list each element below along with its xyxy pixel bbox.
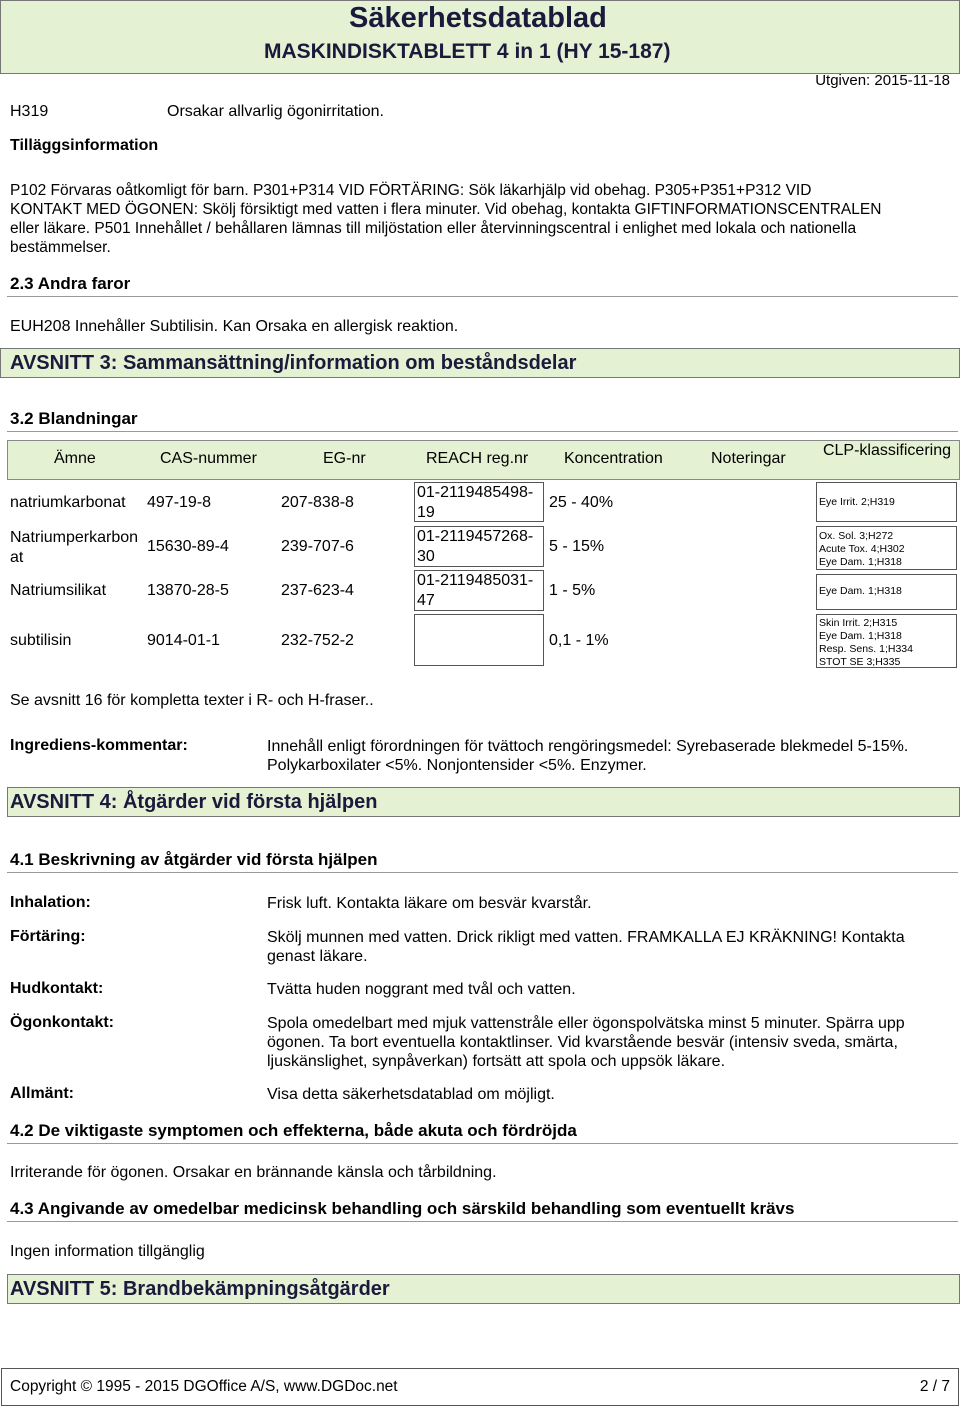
document-title: Säkerhetsdatablad: [349, 2, 607, 34]
row4-eg: 232-752-2: [281, 632, 354, 649]
row2-cas: 15630-89-4: [147, 538, 229, 555]
product-name: MASKINDISKTABLETT 4 in 1 (HY 15-187): [264, 40, 671, 63]
hazard-text: Orsakar allvarlig ögonirritation.: [167, 103, 384, 120]
divider: [7, 872, 958, 873]
col-eg: EG-nr: [323, 450, 366, 467]
row4-conc: 0,1 - 1%: [549, 632, 609, 649]
col-substance: Ämne: [54, 450, 96, 467]
row3-eg: 237-623-4: [281, 582, 354, 599]
section-3-title: AVSNITT 3: Sammansättning/information om beståndsdelar: [10, 352, 577, 374]
row1-cas: 497-19-8: [147, 494, 212, 511]
ingestion-label: Förtäring:: [10, 928, 86, 945]
other-hazards-text: EUH208 Innehåller Subtilisin. Kan Orsaka en allergisk reaktion.: [10, 318, 459, 335]
inhalation-label: Inhalation:: [10, 894, 91, 911]
copyright: Copyright © 1995 - 2015 DGOffice A/S, www.DGDoc.net: [10, 1378, 398, 1395]
p-line: P102 Förvaras oåtkomligt för barn. P301+P314 VID FÖRTÄRING: Sök läkarhjälp vid obehag. P305+P351+P312 VID: [10, 182, 812, 199]
first-aid-heading: 4.1 Beskrivning av åtgärder vid första hjälpen: [10, 850, 378, 869]
eye-contact-text: Spola omedelbart med mjuk vattenstråle eller ögonspolvätska minst 5 minuter. Spärra upp ögonen. Ta bort eventuella kontaktlinser. Vid kvarstående besvär (intensiv sveda, smärta, ljuskänslighet, synpåverkan) fortsätt att spola och uppsök läkare.: [267, 1015, 905, 1070]
treatment-heading: 4.3 Angivande av omedelbar medicinsk behandling och särskild behandling som eventuellt krävs: [10, 1199, 795, 1218]
ingredient-text: Innehåll enligt förordningen för tvättoch rengöringsmedel: Syrebaserade blekmedel 5-15%. Polykarboxilater <5%. Nonjontensider <5%. Enzymer.: [267, 738, 909, 774]
row3-clp: Eye Dam. 1;H318: [816, 574, 957, 610]
row3-conc: 1 - 5%: [549, 582, 596, 599]
p-line: bestämmelser.: [10, 239, 111, 256]
extra-info-label: Tilläggsinformation: [10, 137, 159, 154]
section-5-title: AVSNITT 5: Brandbekämpningsåtgärder: [10, 1278, 390, 1300]
inhalation-text: Frisk luft. Kontakta läkare om besvär kvarstår.: [267, 895, 592, 912]
row3-cas: 13870-28-5: [147, 582, 229, 599]
col-concentration: Koncentration: [564, 450, 663, 467]
section-4-title: AVSNITT 4: Åtgärder vid första hjälpen: [10, 791, 378, 813]
ingestion-text: Skölj munnen med vatten. Drick rikligt med vatten. FRAMKALLA EJ KRÄKNING! Kontakta genast läkare.: [267, 929, 905, 965]
h-phrases-note: Se avsnitt 16 för kompletta texter i R- och H-fraser..: [10, 692, 374, 709]
skin-contact-text: Tvätta huden noggrant med tvål och vatten.: [267, 981, 576, 998]
divider: [7, 431, 958, 432]
row3-substance: Natriumsilikat: [10, 582, 107, 599]
mixtures-heading: 3.2 Blandningar: [10, 409, 138, 428]
row3-reach: 01-2119485031-47: [417, 572, 534, 609]
col-notes: Noteringar: [711, 450, 786, 467]
col-clp: CLP-klassificering: [822, 442, 952, 459]
symptoms-text: Irriterande för ögonen. Orsakar en brännande känsla och tårbildning.: [10, 1164, 497, 1181]
treatment-text: Ingen information tillgänglig: [10, 1243, 205, 1260]
row1-substance: natriumkarbonat: [10, 494, 126, 511]
row4-clp: Skin Irrit. 2;H315 Eye Dam. 1;H318 Resp. Sens. 1;H334 STOT SE 3;H335: [816, 614, 957, 668]
divider: [7, 1221, 958, 1222]
row2-conc: 5 - 15%: [549, 538, 605, 555]
precautionary-statements: [10, 181, 955, 257]
general-text: Visa detta säkerhetsdatablad om möjligt.: [267, 1086, 555, 1103]
col-cas: CAS-nummer: [160, 450, 257, 467]
skin-contact-label: Hudkontakt:: [10, 980, 104, 997]
col-reach: REACH reg.nr: [426, 450, 529, 467]
row1-clp: Eye Irrit. 2;H319: [816, 482, 957, 522]
symptoms-heading: 4.2 De viktigaste symptomen och effekterna, både akuta och fördröjda: [10, 1121, 577, 1140]
ingredient-label: Ingrediens-kommentar:: [10, 737, 188, 754]
row2-substance: Natriumperkarbonat: [10, 529, 139, 566]
page-number: 2 / 7: [919, 1378, 950, 1395]
p-line: eller läkare. P501 Innehållet / behållaren lämnas till miljöstation eller återvinningscentral i enlighet med lokala och nationella: [10, 220, 857, 237]
row4-substance: subtilisin: [10, 632, 72, 649]
row1-eg: 207-838-8: [281, 494, 354, 511]
hazard-code: H319: [10, 103, 49, 120]
divider: [7, 1143, 958, 1144]
row4-cas: 9014-01-1: [147, 632, 220, 649]
divider: [7, 296, 958, 297]
issue-date: Utgiven: 2015-11-18: [815, 72, 950, 89]
row2-eg: 239-707-6: [281, 538, 354, 555]
row1-conc: 25 - 40%: [549, 494, 614, 511]
row2-clp: Ox. Sol. 3;H272 Acute Tox. 4;H302 Eye Dam. 1;H318: [816, 526, 957, 570]
general-label: Allmänt:: [10, 1085, 74, 1102]
row2-reach: 01-2119457268-30: [417, 528, 534, 565]
row4-reach-box: [414, 614, 544, 666]
eye-contact-label: Ögonkontakt:: [10, 1014, 114, 1031]
other-hazards-heading: 2.3 Andra faror: [10, 274, 131, 293]
row1-reach: 01-2119485498-19: [417, 484, 534, 521]
p-line: KONTAKT MED ÖGONEN: Skölj försiktigt med vatten i flera minuter. Vid obehag, kontakta GIFTINFORMATIONSCENTRALEN: [10, 201, 882, 218]
